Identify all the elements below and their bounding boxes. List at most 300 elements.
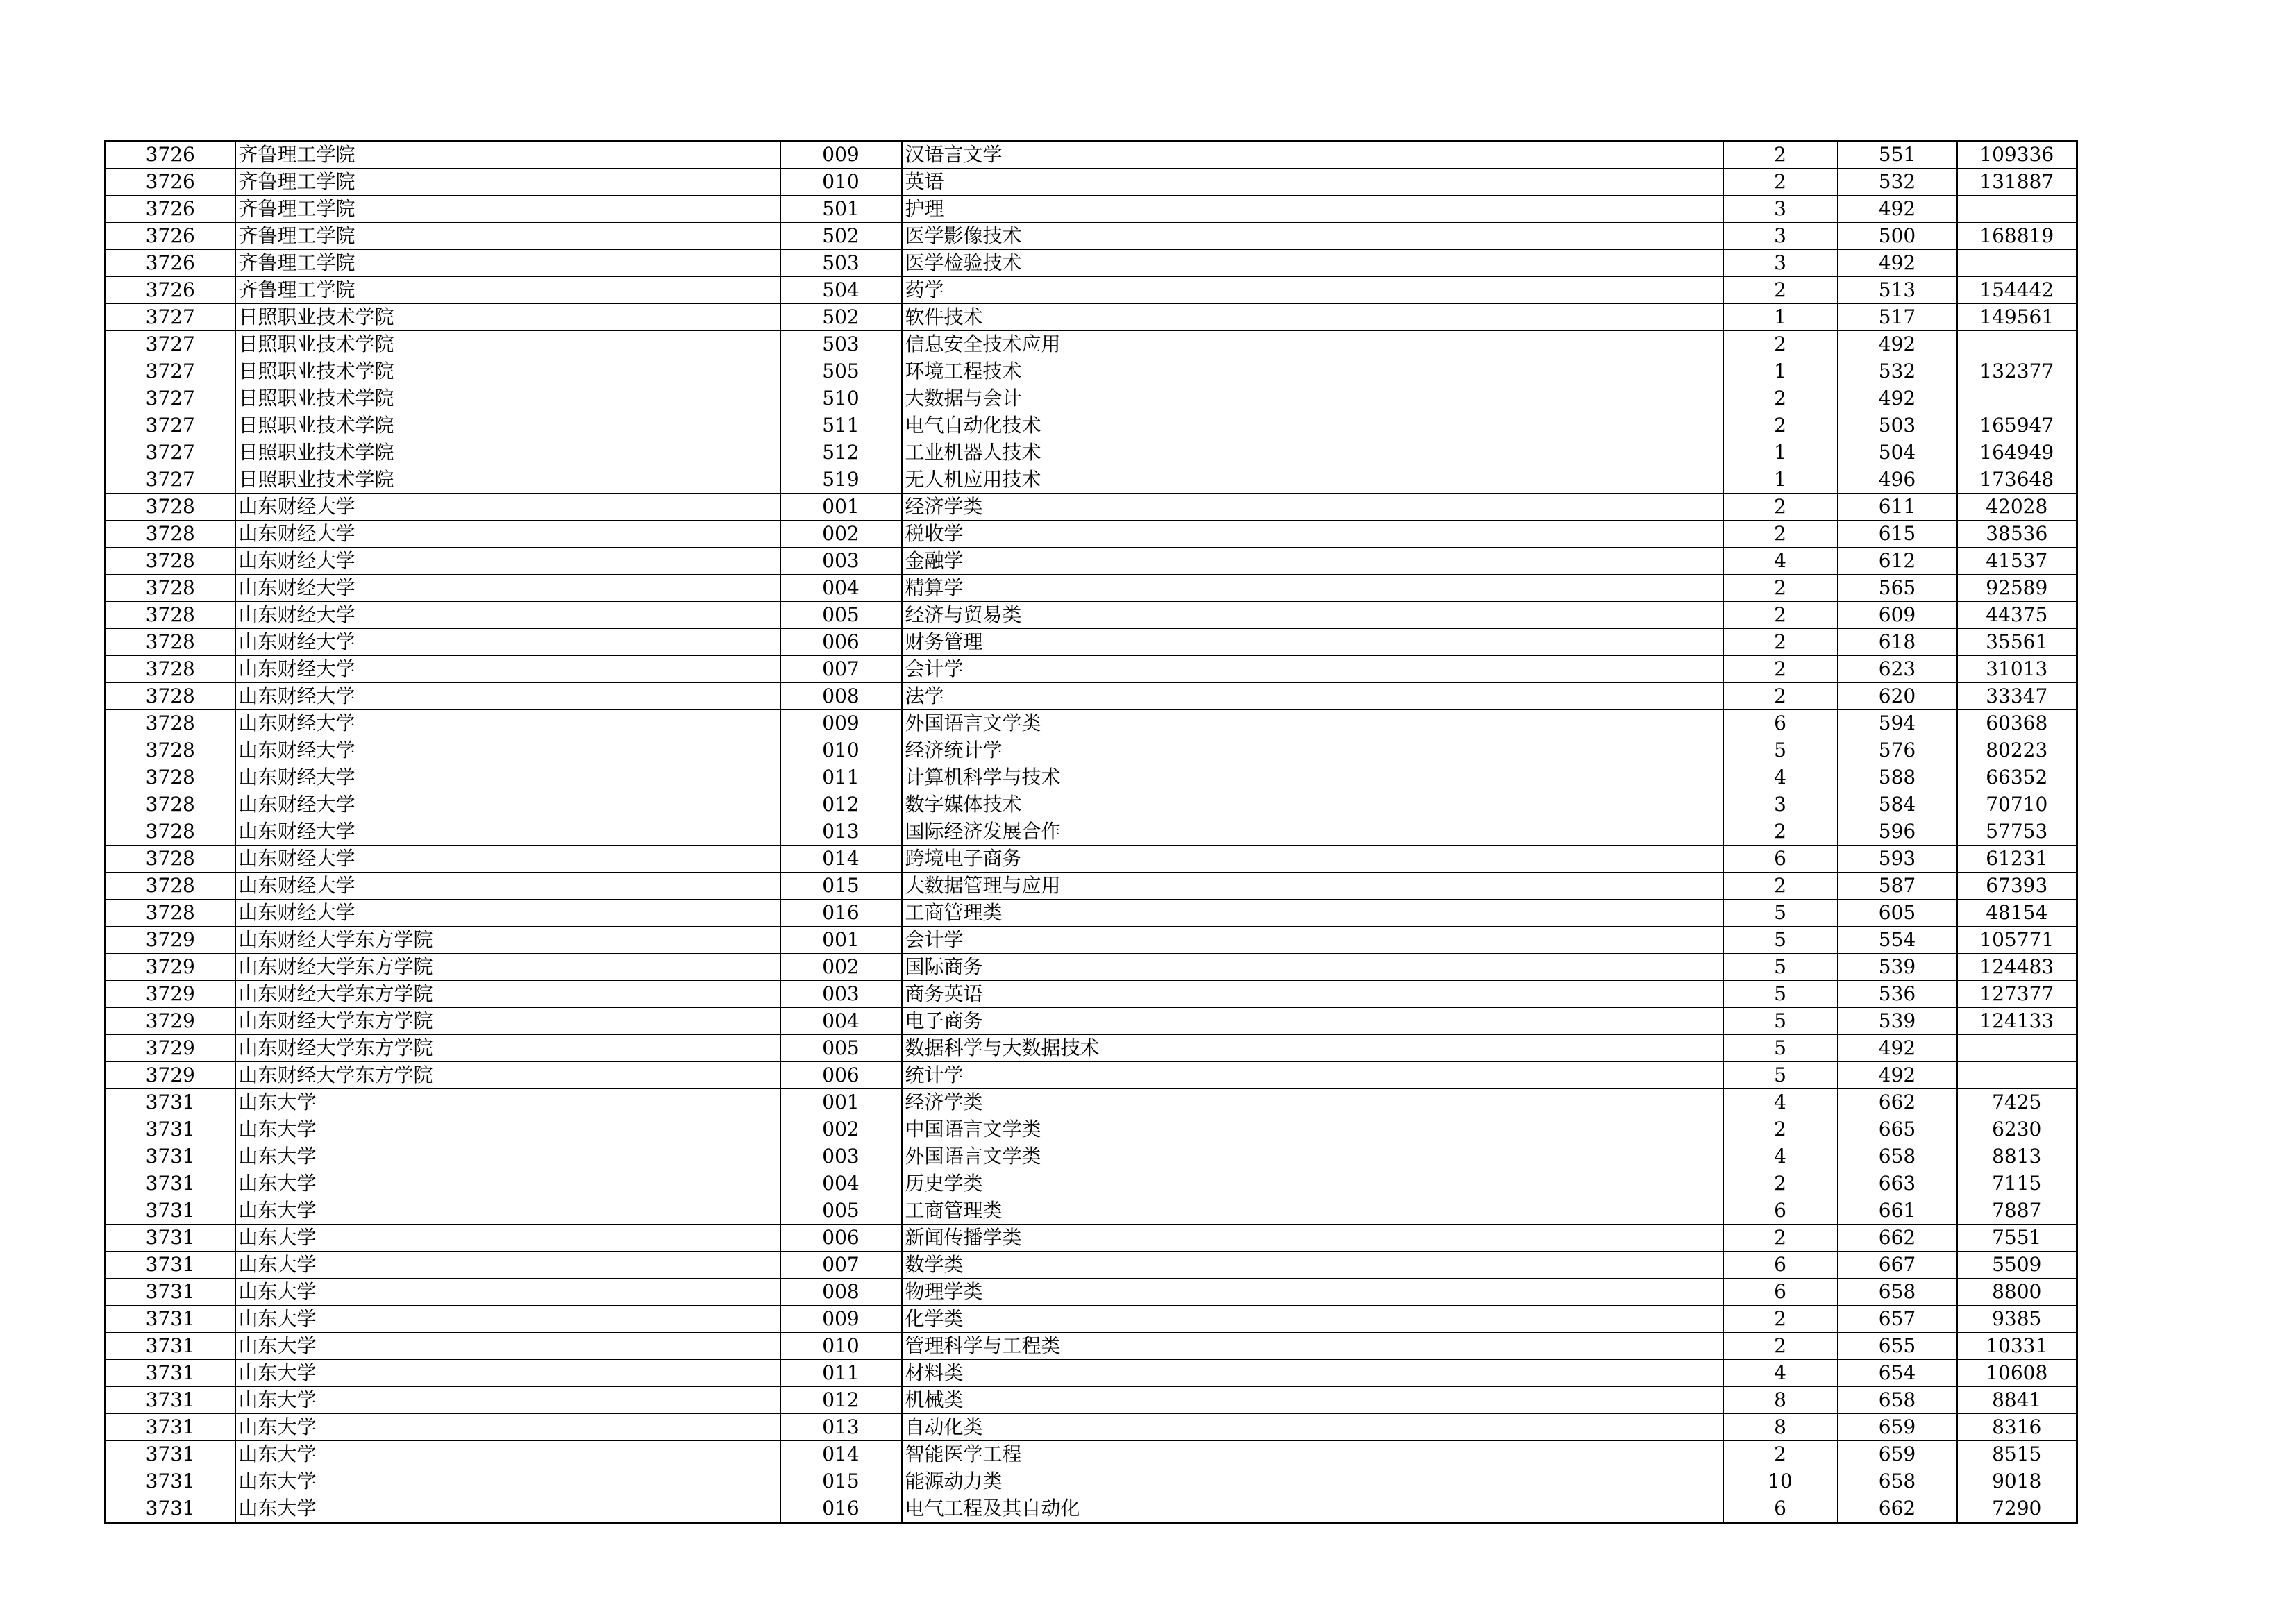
school-name-cell: 齐鲁理工学院 <box>235 169 780 196</box>
school-name-cell: 山东财经大学 <box>235 602 780 629</box>
major-code-cell: 512 <box>780 439 902 466</box>
school-name-cell: 山东财经大学 <box>235 548 780 575</box>
school-name-cell: 山东财经大学东方学院 <box>235 927 780 954</box>
plan-count-cell: 2 <box>1723 1306 1838 1333</box>
min-score-cell: 496 <box>1838 466 1957 494</box>
min-score-cell: 588 <box>1838 764 1957 791</box>
major-code-cell: 014 <box>780 1441 902 1468</box>
school-code-cell: 3727 <box>106 466 235 494</box>
school-name-cell: 山东财经大学 <box>235 873 780 900</box>
school-name-cell: 山东财经大学 <box>235 900 780 927</box>
table-row <box>106 873 2077 900</box>
min-score-cell: 658 <box>1838 1143 1957 1170</box>
school-name-cell: 山东大学 <box>235 1441 780 1468</box>
min-score-cell: 662 <box>1838 1225 1957 1252</box>
major-name-cell: 会计学 <box>902 927 1723 954</box>
school-code-cell: 3728 <box>106 548 235 575</box>
plan-count-cell: 6 <box>1723 1279 1838 1306</box>
min-score-cell: 551 <box>1838 141 1957 169</box>
table-row <box>106 1197 2077 1225</box>
major-code-cell: 004 <box>780 1170 902 1197</box>
min-rank-cell: 149561 <box>1957 304 2077 331</box>
plan-count-cell: 5 <box>1723 1035 1838 1062</box>
major-name-cell: 税收学 <box>902 521 1723 548</box>
major-name-cell: 环境工程技术 <box>902 358 1723 385</box>
major-code-cell: 005 <box>780 1197 902 1225</box>
school-code-cell: 3728 <box>106 710 235 737</box>
school-code-cell: 3731 <box>106 1252 235 1279</box>
school-name-cell: 山东财经大学东方学院 <box>235 1062 780 1089</box>
major-name-cell: 护理 <box>902 196 1723 223</box>
min-rank-cell: 173648 <box>1957 466 2077 494</box>
min-score-cell: 620 <box>1838 683 1957 710</box>
min-score-cell: 576 <box>1838 737 1957 764</box>
table-row <box>106 629 2077 656</box>
plan-count-cell: 3 <box>1723 223 1838 250</box>
table-row <box>106 1008 2077 1035</box>
table-row <box>106 521 2077 548</box>
major-name-cell: 医学影像技术 <box>902 223 1723 250</box>
school-name-cell: 山东财经大学 <box>235 629 780 656</box>
major-name-cell: 财务管理 <box>902 629 1723 656</box>
major-name-cell: 英语 <box>902 169 1723 196</box>
plan-count-cell: 2 <box>1723 521 1838 548</box>
major-code-cell: 007 <box>780 1252 902 1279</box>
table-row <box>106 439 2077 466</box>
major-name-cell: 自动化类 <box>902 1414 1723 1441</box>
major-name-cell: 商务英语 <box>902 981 1723 1008</box>
major-code-cell: 505 <box>780 358 902 385</box>
school-name-cell: 日照职业技术学院 <box>235 331 780 358</box>
table-row <box>106 223 2077 250</box>
min-rank-cell: 67393 <box>1957 873 2077 900</box>
table-body <box>106 141 2077 1523</box>
min-score-cell: 623 <box>1838 656 1957 683</box>
min-rank-cell: 33347 <box>1957 683 2077 710</box>
min-score-cell: 658 <box>1838 1387 1957 1414</box>
min-rank-cell: 132377 <box>1957 358 2077 385</box>
school-code-cell: 3731 <box>106 1360 235 1387</box>
table-row <box>106 358 2077 385</box>
plan-count-cell: 2 <box>1723 656 1838 683</box>
school-name-cell: 山东财经大学 <box>235 737 780 764</box>
min-score-cell: 667 <box>1838 1252 1957 1279</box>
school-code-cell: 3731 <box>106 1089 235 1116</box>
school-code-cell: 3729 <box>106 1035 235 1062</box>
school-code-cell: 3728 <box>106 629 235 656</box>
major-name-cell: 材料类 <box>902 1360 1723 1387</box>
school-name-cell: 山东财经大学 <box>235 791 780 818</box>
major-code-cell: 005 <box>780 602 902 629</box>
min-rank-cell: 10608 <box>1957 1360 2077 1387</box>
min-score-cell: 492 <box>1838 196 1957 223</box>
plan-count-cell: 5 <box>1723 981 1838 1008</box>
major-name-cell: 外国语言文学类 <box>902 710 1723 737</box>
major-name-cell: 无人机应用技术 <box>902 466 1723 494</box>
plan-count-cell: 5 <box>1723 900 1838 927</box>
major-name-cell: 跨境电子商务 <box>902 846 1723 873</box>
school-code-cell: 3726 <box>106 223 235 250</box>
school-code-cell: 3728 <box>106 575 235 602</box>
school-name-cell: 山东大学 <box>235 1387 780 1414</box>
min-score-cell: 662 <box>1838 1495 1957 1523</box>
min-rank-cell: 8813 <box>1957 1143 2077 1170</box>
major-code-cell: 003 <box>780 981 902 1008</box>
major-code-cell: 012 <box>780 791 902 818</box>
plan-count-cell: 2 <box>1723 141 1838 169</box>
plan-count-cell: 2 <box>1723 1170 1838 1197</box>
school-code-cell: 3731 <box>106 1197 235 1225</box>
school-code-cell: 3728 <box>106 602 235 629</box>
school-name-cell: 日照职业技术学院 <box>235 304 780 331</box>
major-name-cell: 会计学 <box>902 656 1723 683</box>
min-score-cell: 658 <box>1838 1468 1957 1495</box>
min-rank-cell: 8841 <box>1957 1387 2077 1414</box>
plan-count-cell: 6 <box>1723 1495 1838 1523</box>
admission-data-table <box>104 140 2078 1524</box>
min-rank-cell: 105771 <box>1957 927 2077 954</box>
school-code-cell: 3728 <box>106 873 235 900</box>
plan-count-cell: 5 <box>1723 954 1838 981</box>
major-code-cell: 010 <box>780 1333 902 1360</box>
major-code-cell: 502 <box>780 304 902 331</box>
plan-count-cell: 2 <box>1723 602 1838 629</box>
min-rank-cell: 7551 <box>1957 1225 2077 1252</box>
min-rank-cell <box>1957 1062 2077 1089</box>
major-name-cell: 数学类 <box>902 1252 1723 1279</box>
school-code-cell: 3731 <box>106 1116 235 1143</box>
school-code-cell: 3726 <box>106 196 235 223</box>
major-code-cell: 010 <box>780 737 902 764</box>
min-score-cell: 609 <box>1838 602 1957 629</box>
major-name-cell: 大数据与会计 <box>902 385 1723 412</box>
school-code-cell: 3726 <box>106 277 235 304</box>
major-code-cell: 009 <box>780 1306 902 1333</box>
min-rank-cell: 6230 <box>1957 1116 2077 1143</box>
min-score-cell: 536 <box>1838 981 1957 1008</box>
major-code-cell: 002 <box>780 954 902 981</box>
major-name-cell: 工商管理类 <box>902 1197 1723 1225</box>
plan-count-cell: 6 <box>1723 1252 1838 1279</box>
min-score-cell: 615 <box>1838 521 1957 548</box>
school-name-cell: 山东财经大学 <box>235 656 780 683</box>
school-name-cell: 齐鲁理工学院 <box>235 223 780 250</box>
plan-count-cell: 2 <box>1723 1116 1838 1143</box>
table-row <box>106 304 2077 331</box>
major-code-cell: 004 <box>780 575 902 602</box>
school-name-cell: 日照职业技术学院 <box>235 466 780 494</box>
min-rank-cell: 60368 <box>1957 710 2077 737</box>
plan-count-cell: 2 <box>1723 629 1838 656</box>
min-score-cell: 657 <box>1838 1306 1957 1333</box>
table-row <box>106 548 2077 575</box>
min-rank-cell: 57753 <box>1957 818 2077 846</box>
min-score-cell: 492 <box>1838 250 1957 277</box>
major-code-cell: 012 <box>780 1387 902 1414</box>
table-row <box>106 250 2077 277</box>
major-name-cell: 经济学类 <box>902 494 1723 521</box>
school-name-cell: 山东财经大学 <box>235 846 780 873</box>
major-name-cell: 新闻传播学类 <box>902 1225 1723 1252</box>
major-code-cell: 009 <box>780 141 902 169</box>
major-code-cell: 010 <box>780 169 902 196</box>
major-code-cell: 013 <box>780 1414 902 1441</box>
min-rank-cell: 92589 <box>1957 575 2077 602</box>
major-code-cell: 016 <box>780 900 902 927</box>
min-rank-cell: 131887 <box>1957 169 2077 196</box>
school-name-cell: 齐鲁理工学院 <box>235 277 780 304</box>
min-rank-cell: 8515 <box>1957 1441 2077 1468</box>
plan-count-cell: 2 <box>1723 1225 1838 1252</box>
school-name-cell: 山东财经大学 <box>235 575 780 602</box>
school-code-cell: 3727 <box>106 331 235 358</box>
school-code-cell: 3731 <box>106 1225 235 1252</box>
plan-count-cell: 3 <box>1723 791 1838 818</box>
school-code-cell: 3729 <box>106 1008 235 1035</box>
table-row <box>106 1387 2077 1414</box>
major-name-cell: 电气工程及其自动化 <box>902 1495 1723 1523</box>
min-score-cell: 605 <box>1838 900 1957 927</box>
table-row <box>106 683 2077 710</box>
school-code-cell: 3729 <box>106 1062 235 1089</box>
plan-count-cell: 8 <box>1723 1387 1838 1414</box>
plan-count-cell: 8 <box>1723 1414 1838 1441</box>
table-row <box>106 791 2077 818</box>
min-score-cell: 611 <box>1838 494 1957 521</box>
school-name-cell: 山东大学 <box>235 1360 780 1387</box>
major-code-cell: 003 <box>780 1143 902 1170</box>
school-code-cell: 3727 <box>106 385 235 412</box>
school-code-cell: 3728 <box>106 846 235 873</box>
school-name-cell: 山东大学 <box>235 1143 780 1170</box>
major-name-cell: 大数据管理与应用 <box>902 873 1723 900</box>
plan-count-cell: 3 <box>1723 250 1838 277</box>
major-code-cell: 503 <box>780 250 902 277</box>
min-score-cell: 517 <box>1838 304 1957 331</box>
min-score-cell: 492 <box>1838 385 1957 412</box>
school-code-cell: 3731 <box>106 1170 235 1197</box>
major-code-cell: 002 <box>780 1116 902 1143</box>
min-score-cell: 554 <box>1838 927 1957 954</box>
major-code-cell: 009 <box>780 710 902 737</box>
school-name-cell: 山东财经大学 <box>235 521 780 548</box>
plan-count-cell: 6 <box>1723 1197 1838 1225</box>
major-code-cell: 008 <box>780 1279 902 1306</box>
plan-count-cell: 6 <box>1723 846 1838 873</box>
major-name-cell: 法学 <box>902 683 1723 710</box>
min-score-cell: 565 <box>1838 575 1957 602</box>
major-name-cell: 国际经济发展合作 <box>902 818 1723 846</box>
school-name-cell: 山东财经大学 <box>235 494 780 521</box>
plan-count-cell: 2 <box>1723 873 1838 900</box>
major-code-cell: 504 <box>780 277 902 304</box>
major-code-cell: 001 <box>780 494 902 521</box>
major-name-cell: 历史学类 <box>902 1170 1723 1197</box>
table-row <box>106 1441 2077 1468</box>
major-name-cell: 电气自动化技术 <box>902 412 1723 439</box>
table-row <box>106 1468 2077 1495</box>
school-code-cell: 3728 <box>106 764 235 791</box>
min-score-cell: 513 <box>1838 277 1957 304</box>
school-name-cell: 日照职业技术学院 <box>235 412 780 439</box>
school-name-cell: 山东大学 <box>235 1495 780 1523</box>
min-score-cell: 612 <box>1838 548 1957 575</box>
major-name-cell: 信息安全技术应用 <box>902 331 1723 358</box>
plan-count-cell: 5 <box>1723 737 1838 764</box>
major-name-cell: 工业机器人技术 <box>902 439 1723 466</box>
school-name-cell: 山东财经大学 <box>235 764 780 791</box>
major-name-cell: 能源动力类 <box>902 1468 1723 1495</box>
min-rank-cell: 31013 <box>1957 656 2077 683</box>
school-code-cell: 3731 <box>106 1495 235 1523</box>
min-rank-cell: 42028 <box>1957 494 2077 521</box>
school-code-cell: 3727 <box>106 412 235 439</box>
school-name-cell: 齐鲁理工学院 <box>235 250 780 277</box>
school-code-cell: 3731 <box>106 1468 235 1495</box>
major-code-cell: 007 <box>780 656 902 683</box>
major-code-cell: 510 <box>780 385 902 412</box>
min-score-cell: 503 <box>1838 412 1957 439</box>
major-name-cell: 工商管理类 <box>902 900 1723 927</box>
major-code-cell: 001 <box>780 1089 902 1116</box>
min-score-cell: 655 <box>1838 1333 1957 1360</box>
min-rank-cell: 5509 <box>1957 1252 2077 1279</box>
school-code-cell: 3728 <box>106 818 235 846</box>
major-code-cell: 003 <box>780 548 902 575</box>
min-rank-cell: 124483 <box>1957 954 2077 981</box>
major-name-cell: 电子商务 <box>902 1008 1723 1035</box>
major-code-cell: 015 <box>780 1468 902 1495</box>
plan-count-cell: 4 <box>1723 548 1838 575</box>
min-score-cell: 492 <box>1838 1062 1957 1089</box>
min-score-cell: 532 <box>1838 169 1957 196</box>
table-row <box>106 1089 2077 1116</box>
school-name-cell: 日照职业技术学院 <box>235 439 780 466</box>
major-code-cell: 014 <box>780 846 902 873</box>
plan-count-cell: 2 <box>1723 683 1838 710</box>
school-code-cell: 3727 <box>106 439 235 466</box>
school-code-cell: 3731 <box>106 1306 235 1333</box>
table-row <box>106 602 2077 629</box>
plan-count-cell: 1 <box>1723 358 1838 385</box>
min-score-cell: 587 <box>1838 873 1957 900</box>
table-row <box>106 656 2077 683</box>
school-name-cell: 山东大学 <box>235 1306 780 1333</box>
table-row <box>106 1225 2077 1252</box>
min-rank-cell: 66352 <box>1957 764 2077 791</box>
table-row <box>106 196 2077 223</box>
min-score-cell: 539 <box>1838 1008 1957 1035</box>
table-row <box>106 331 2077 358</box>
major-name-cell: 汉语言文学 <box>902 141 1723 169</box>
min-rank-cell: 127377 <box>1957 981 2077 1008</box>
school-name-cell: 齐鲁理工学院 <box>235 196 780 223</box>
table-row <box>106 1360 2077 1387</box>
table-row <box>106 1035 2077 1062</box>
school-name-cell: 山东财经大学 <box>235 683 780 710</box>
major-name-cell: 精算学 <box>902 575 1723 602</box>
min-rank-cell: 9385 <box>1957 1306 2077 1333</box>
min-rank-cell: 7115 <box>1957 1170 2077 1197</box>
major-code-cell: 006 <box>780 1225 902 1252</box>
major-code-cell: 016 <box>780 1495 902 1523</box>
min-score-cell: 659 <box>1838 1441 1957 1468</box>
plan-count-cell: 2 <box>1723 494 1838 521</box>
plan-count-cell: 10 <box>1723 1468 1838 1495</box>
school-code-cell: 3728 <box>106 791 235 818</box>
min-rank-cell <box>1957 385 2077 412</box>
min-score-cell: 662 <box>1838 1089 1957 1116</box>
major-code-cell: 015 <box>780 873 902 900</box>
table-row <box>106 466 2077 494</box>
major-code-cell: 006 <box>780 629 902 656</box>
school-code-cell: 3728 <box>106 900 235 927</box>
min-rank-cell: 80223 <box>1957 737 2077 764</box>
school-name-cell: 山东大学 <box>235 1225 780 1252</box>
school-code-cell: 3729 <box>106 954 235 981</box>
table-row <box>106 1306 2077 1333</box>
major-name-cell: 智能医学工程 <box>902 1441 1723 1468</box>
min-score-cell: 659 <box>1838 1414 1957 1441</box>
plan-count-cell: 2 <box>1723 385 1838 412</box>
major-name-cell: 数据科学与大数据技术 <box>902 1035 1723 1062</box>
plan-count-cell: 4 <box>1723 1089 1838 1116</box>
table-row <box>106 385 2077 412</box>
school-name-cell: 山东大学 <box>235 1116 780 1143</box>
major-code-cell: 011 <box>780 1360 902 1387</box>
major-name-cell: 数字媒体技术 <box>902 791 1723 818</box>
school-name-cell: 山东财经大学东方学院 <box>235 954 780 981</box>
min-score-cell: 663 <box>1838 1170 1957 1197</box>
major-name-cell: 机械类 <box>902 1387 1723 1414</box>
major-name-cell: 经济与贸易类 <box>902 602 1723 629</box>
min-rank-cell: 61231 <box>1957 846 2077 873</box>
school-code-cell: 3729 <box>106 981 235 1008</box>
school-code-cell: 3729 <box>106 927 235 954</box>
table-row <box>106 1333 2077 1360</box>
min-score-cell: 532 <box>1838 358 1957 385</box>
min-rank-cell: 165947 <box>1957 412 2077 439</box>
plan-count-cell: 2 <box>1723 1333 1838 1360</box>
plan-count-cell: 3 <box>1723 196 1838 223</box>
plan-count-cell: 2 <box>1723 277 1838 304</box>
major-code-cell: 503 <box>780 331 902 358</box>
min-rank-cell: 35561 <box>1957 629 2077 656</box>
school-code-cell: 3728 <box>106 521 235 548</box>
school-name-cell: 山东财经大学东方学院 <box>235 1035 780 1062</box>
min-score-cell: 492 <box>1838 331 1957 358</box>
table-row <box>106 846 2077 873</box>
school-name-cell: 日照职业技术学院 <box>235 385 780 412</box>
school-code-cell: 3731 <box>106 1143 235 1170</box>
min-rank-cell: 44375 <box>1957 602 2077 629</box>
plan-count-cell: 2 <box>1723 412 1838 439</box>
major-name-cell: 软件技术 <box>902 304 1723 331</box>
min-rank-cell: 41537 <box>1957 548 2077 575</box>
plan-count-cell: 5 <box>1723 1062 1838 1089</box>
plan-count-cell: 5 <box>1723 1008 1838 1035</box>
table-row <box>106 1062 2077 1089</box>
min-score-cell: 661 <box>1838 1197 1957 1225</box>
min-score-cell: 593 <box>1838 846 1957 873</box>
table-row <box>106 1279 2077 1306</box>
school-name-cell: 山东财经大学 <box>235 818 780 846</box>
min-score-cell: 658 <box>1838 1279 1957 1306</box>
min-rank-cell: 8316 <box>1957 1414 2077 1441</box>
min-rank-cell: 168819 <box>1957 223 2077 250</box>
table-row <box>106 575 2077 602</box>
min-rank-cell: 7425 <box>1957 1089 2077 1116</box>
